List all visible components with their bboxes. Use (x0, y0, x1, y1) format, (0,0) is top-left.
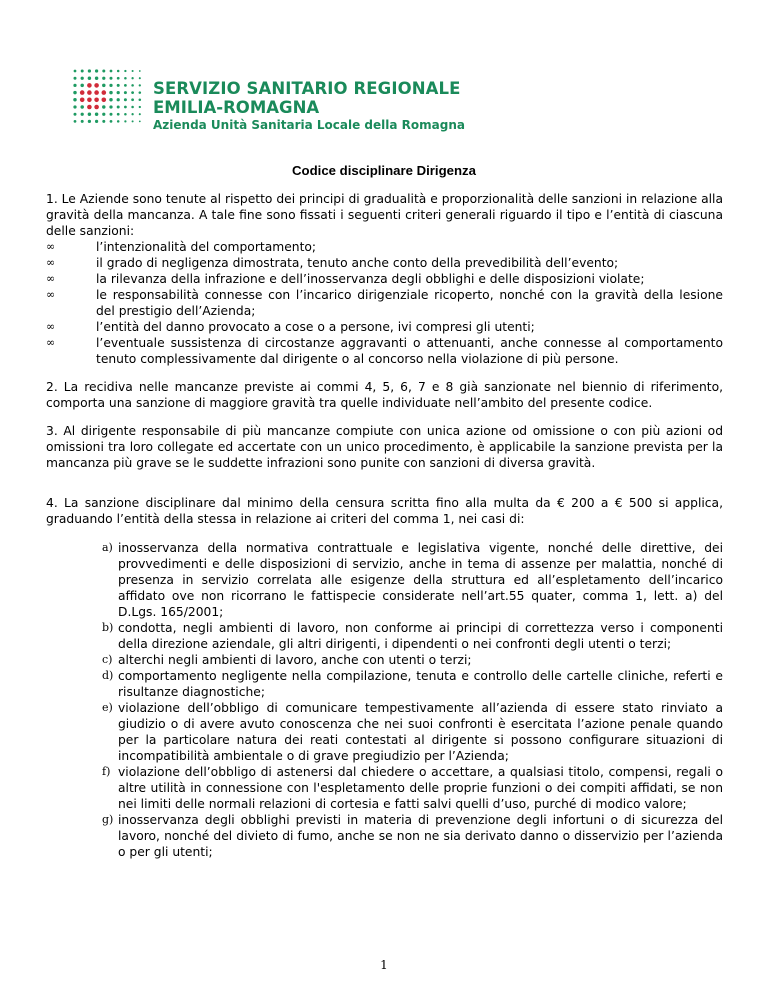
logo-green-dot (139, 77, 141, 79)
section-4-intro: 4. La sanzione disciplinare dal minimo della censura scritta fino alla multa da € 200 a € 500 si applica, graduando l’entità della stessa in relazione ai criteri del comma 1, nei casi di: (46, 496, 723, 526)
section-2: 2. La recidiva nelle mancanze previste ai commi 4, 5, 6, 7 e 8 già sanzionate nel biennio di riferimento, comporta una sanzione di maggiore gravità tra quelle individuate nell’ambito del presente codice. (46, 380, 723, 410)
logo-green-dot (124, 70, 126, 72)
logo-red-dot (102, 90, 107, 95)
logo-green-dot (117, 113, 120, 116)
logo-red-dot (80, 90, 85, 95)
page-number: 1 (380, 958, 388, 972)
logo-green-dot (131, 77, 133, 79)
logo-green-dot (124, 120, 126, 122)
bullet-mark: ∞ (46, 288, 56, 301)
logo-green-dot (139, 91, 142, 94)
logo-green-dot (124, 98, 127, 101)
logo-green-dot (81, 70, 84, 73)
item-letter: b) (102, 621, 114, 634)
logo-green-dot (139, 84, 141, 86)
logo-green-dot (139, 121, 141, 123)
section-1-intro: 1. Le Aziende sono tenute al rispetto dei principi di gradualità e proporzionalità delle sanzioni in relazione alla gravità della mancanza. A tale fine sono fissati i seguenti criteri generali riguardo il tipo e l’entità di ciascuna delle sanzioni: (46, 192, 723, 238)
item-letter: f) (102, 765, 111, 778)
document-body (46, 191, 723, 860)
logo-green-dot (124, 84, 127, 87)
logo-green-dot (131, 98, 134, 101)
logo-dot-grid-icon (71, 65, 143, 137)
document-title: Codice disciplinare Dirigenza (292, 163, 476, 178)
list-item: ∞ la rilevanza della infrazione e dell’inosservanza degli obblighi e delle disposizioni violate; (46, 272, 645, 286)
item-letter: a) (102, 541, 113, 554)
logo-green-dot (139, 106, 141, 108)
logo-green-dot (124, 113, 127, 116)
logo-green-dot (131, 113, 133, 115)
logo-green-dot (95, 76, 98, 79)
logo-green-dot (73, 84, 76, 87)
logo-green-dot (73, 91, 76, 94)
logo-green-dot (74, 113, 77, 116)
logo-line-3: Azienda Unità Sanitaria Locale della Romagna (153, 118, 465, 132)
item-letter: g) (102, 813, 114, 826)
logo-green-dot (81, 113, 84, 116)
logo-green-dot (132, 120, 134, 122)
logo-green-dot (95, 120, 98, 123)
logo-red-dot (87, 98, 92, 103)
logo-green-dot (124, 106, 127, 109)
bullet-mark: ∞ (46, 272, 56, 285)
item-letter: c) (102, 653, 113, 666)
list-item: b) condotta, negli ambienti di lavoro, non conforme ai principi di correttezza verso i componenti della direzione aziendale, gli altri dirigenti, i dipendenti o nei confronti degli utenti o terzi; (102, 621, 723, 651)
logo-line-1: SERVIZIO SANITARIO REGIONALE (153, 79, 461, 98)
section-3: 3. Al dirigente responsabile di più mancanze compiute con unica azione od omissione o con più azioni od omissioni tra loro collegate ed accertate con un unico procedimento, è applicabile la sanzione prevista per la mancanza più grave se le suddette infrazioni sono punite con sanzioni di diversa gravità. (46, 424, 723, 470)
logo-green-dot (139, 113, 141, 115)
bullet-mark: ∞ (46, 336, 56, 349)
section-1-criteria-list (46, 239, 723, 367)
logo-green-dot (117, 120, 120, 123)
logo-green-dot (88, 69, 91, 72)
logo-green-dot (102, 120, 105, 123)
logo-green-dot (132, 70, 134, 72)
logo-green-dot (139, 99, 142, 102)
logo-green-dot (102, 113, 105, 116)
logo-green-dot (95, 69, 98, 72)
logo-green-dot (110, 77, 113, 80)
logo-red-dot (94, 90, 99, 95)
logo-green-dot (117, 70, 120, 73)
logo-green-dot (88, 120, 91, 123)
list-item: ∞ l’entità del danno provocato a cose o a persone, ivi compresi gli utenti; (46, 320, 535, 334)
logo-green-dot (139, 70, 141, 72)
logo-green-dot (131, 91, 134, 94)
list-item: a) inosservanza della normativa contrattuale e legislativa vigente, nonché delle direttive, dei provvedimenti e delle disposizioni di servizio, anche in tema di assenze per malattia, nonché di presenza in servizio correlata alle esigenze della struttura ed all’espletamento dell’incarico affidato ove non ricorrano le fattispecie considerate nell’art.55 quater, comma 1, lett. a) del D.Lgs. 165/2001; (102, 541, 723, 619)
logo-green-dot (117, 98, 120, 101)
logo-green-dot (74, 77, 77, 80)
logo-green-dot (95, 112, 98, 115)
logo-green-dot (81, 77, 84, 80)
logo-red-dot (87, 83, 92, 88)
logo-green-dot (124, 91, 127, 94)
list-item: ∞ l’eventuale sussistenza di circostanze aggravanti o attenuanti, anche connesse al comportamento tenuto complessivamente dal dirigente o al concorso nella violazione di più persone. (46, 336, 723, 366)
logo-red-dot (94, 105, 99, 110)
logo-green-dot (73, 105, 76, 108)
logo-green-dot (131, 106, 134, 109)
list-item: ∞ l’intenzionalità del comportamento; (46, 240, 317, 254)
logo-green-dot (117, 106, 120, 109)
logo-green-dot (131, 84, 134, 87)
bullet-mark: ∞ (46, 256, 56, 269)
logo-red-dot (102, 98, 107, 103)
logo-green-dot (80, 105, 83, 108)
logo-green-dot (80, 84, 83, 87)
logo-green-dot (102, 77, 105, 80)
bullet-mark: ∞ (46, 320, 56, 333)
logo-green-dot (74, 120, 77, 123)
list-item: d) comportamento negligente nella compilazione, tenuta e controllo delle cartelle cliniche, referti e risultanze diagnostiche; (102, 669, 723, 699)
header-logo (71, 65, 465, 137)
logo-green-dot (88, 76, 91, 79)
logo-green-dot (117, 91, 120, 94)
logo-green-dot (110, 120, 113, 123)
logo-red-dot (94, 83, 99, 88)
logo-green-dot (102, 105, 105, 108)
logo-red-dot (80, 98, 85, 103)
list-item: c) alterchi negli ambienti di lavoro, anche con utenti o terzi; (102, 653, 472, 667)
list-item: ∞ il grado di negligenza dimostrata, tenuto anche conto della prevedibilità dell’evento; (46, 256, 619, 270)
logo-green-dot (102, 70, 105, 73)
logo-red-dot (87, 90, 92, 95)
logo-green-dot (117, 77, 120, 80)
logo-green-dot (109, 84, 112, 87)
logo-green-dot (110, 113, 113, 116)
logo-green-dot (110, 70, 113, 73)
logo-green-dot (117, 84, 120, 87)
logo-green-dot (74, 70, 77, 73)
logo-line-2: EMILIA-ROMAGNA (153, 98, 320, 117)
logo-green-dot (73, 98, 76, 101)
list-item: g) inosservanza degli obblighi previsti in materia di prevenzione degli infortuni o di sicurezza del lavoro, nonché del divieto di fumo, anche se non ne sia derivato danno o disservizio per l’azienda o per gli utenti; (102, 813, 723, 859)
item-letter: d) (102, 669, 114, 682)
logo-green-dot (109, 105, 112, 108)
logo-red-dot (94, 98, 99, 103)
logo-green-dot (81, 120, 84, 123)
list-item: f) violazione dell’obbligo di astenersi dal chiedere o accettare, a qualsiasi titolo, compensi, regali o altre utilità in connessione con l'espletamento delle proprie funzioni o dei compiti affidati, se non nei limiti delle normali relazioni di cortesia e fatti salvi quelli d’uso, purché di modico valore; (102, 765, 723, 811)
logo-green-dot (109, 98, 112, 101)
logo-red-dot (87, 105, 92, 110)
logo-text (153, 79, 465, 134)
logo-green-dot (124, 77, 127, 80)
item-letter: e) (102, 701, 113, 714)
bullet-mark: ∞ (46, 240, 56, 253)
logo-green-dot (102, 84, 105, 87)
section-4-cases-list (46, 540, 723, 860)
logo-green-dot (88, 112, 91, 115)
logo-green-dot (109, 91, 112, 94)
list-item: e) violazione dell’obbligo di comunicare tempestivamente all’azienda di essere stato rinviato a giudizio o di avere avuto conoscenza che nei suoi confronti è esercitata l’azione penale quando per la particolare natura dei reati contestati al dirigente si possono configurare situazioni di incompatibilità ambientale o di grave pregiudizio per l’Azienda; (102, 701, 723, 763)
list-item: ∞ le responsabilità connesse con l’incarico dirigenziale ricoperto, nonché con la gravità della lesione del prestigio dell’Azienda; (46, 288, 723, 318)
